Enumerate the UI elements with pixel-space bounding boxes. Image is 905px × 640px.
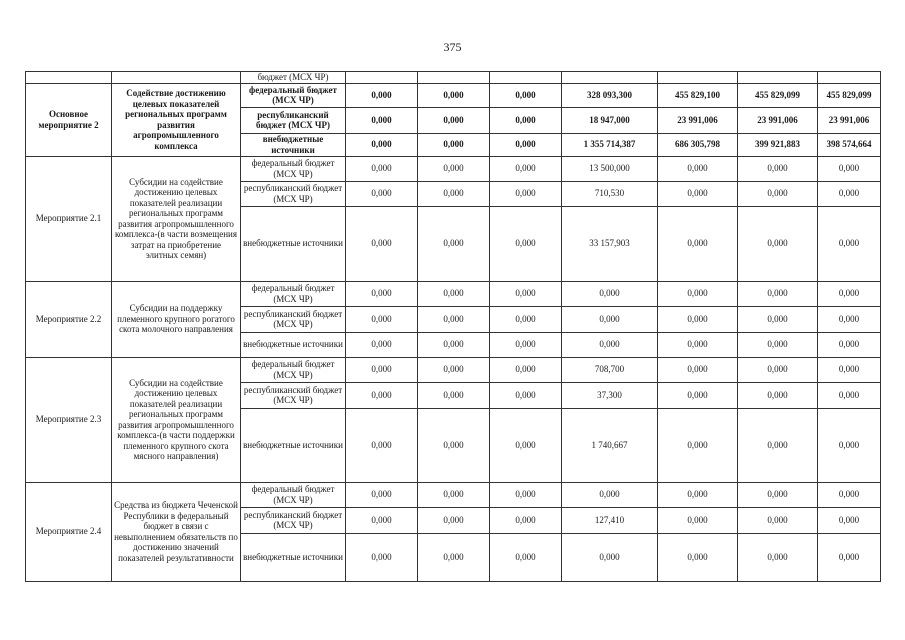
table-row (26, 281, 881, 306)
amount-cell: 0,000 (490, 482, 562, 507)
amount-cell: 0,000 (738, 382, 818, 408)
table-cell (490, 72, 562, 84)
amount-cell: 455 829,100 (658, 83, 738, 107)
amount-cell: 1 740,667 (562, 408, 658, 482)
amount-cell: 0,000 (818, 533, 881, 581)
amount-cell: 0,000 (562, 281, 658, 306)
funding-source-cell: федеральный бюджет (МСХ ЧР) (241, 357, 346, 382)
amount-cell: 0,000 (490, 357, 562, 382)
funding-source-cell: внебюджетные источники (241, 206, 346, 281)
funding-source-cell: внебюджетные источники (241, 533, 346, 581)
amount-cell: 0,000 (346, 332, 418, 357)
table-cell-source: бюджет (МСХ ЧР) (241, 72, 346, 84)
activity-name-cell: Мероприятие 2.1 (26, 156, 112, 281)
amount-cell: 0,000 (418, 107, 490, 133)
activity-name-cell: Мероприятие 2.4 (26, 482, 112, 581)
amount-cell: 13 500,000 (562, 156, 658, 181)
amount-cell: 0,000 (562, 482, 658, 507)
amount-cell: 0,000 (490, 107, 562, 133)
funding-source-cell: республиканский бюджет (МСХ ЧР) (241, 382, 346, 408)
amount-cell: 127,410 (562, 507, 658, 533)
amount-cell: 0,000 (346, 408, 418, 482)
amount-cell: 0,000 (418, 332, 490, 357)
amount-cell: 0,000 (738, 357, 818, 382)
amount-cell: 0,000 (346, 382, 418, 408)
amount-cell: 0,000 (658, 181, 738, 206)
amount-cell: 0,000 (658, 206, 738, 281)
amount-cell: 0,000 (418, 507, 490, 533)
amount-cell: 0,000 (738, 156, 818, 181)
amount-cell: 455 829,099 (738, 83, 818, 107)
amount-cell: 0,000 (346, 533, 418, 581)
amount-cell: 33 157,903 (562, 206, 658, 281)
amount-cell: 18 947,000 (562, 107, 658, 133)
amount-cell: 0,000 (418, 482, 490, 507)
amount-cell: 0,000 (738, 306, 818, 332)
amount-cell: 686 305,798 (658, 133, 738, 156)
amount-cell: 0,000 (658, 306, 738, 332)
amount-cell: 0,000 (346, 107, 418, 133)
amount-cell: 0,000 (490, 181, 562, 206)
amount-cell: 0,000 (418, 83, 490, 107)
amount-cell: 0,000 (658, 156, 738, 181)
amount-cell: 0,000 (418, 533, 490, 581)
amount-cell: 0,000 (346, 181, 418, 206)
amount-cell: 0,000 (490, 332, 562, 357)
amount-cell: 0,000 (490, 382, 562, 408)
amount-cell: 23 991,006 (658, 107, 738, 133)
funding-source-cell: федеральный бюджет (МСХ ЧР) (241, 281, 346, 306)
funding-source-cell: республиканский бюджет (МСХ ЧР) (241, 507, 346, 533)
amount-cell: 0,000 (490, 306, 562, 332)
activity-description-cell: Субсидии на содействие достижению целевых показателей реализации региональных программ развития агропромышленного комплекса-(в части поддержки племенного крупного скота мясного направления) (112, 357, 241, 482)
amount-cell: 37,300 (562, 382, 658, 408)
amount-cell: 0,000 (490, 156, 562, 181)
activity-name-cell: Мероприятие 2.3 (26, 357, 112, 482)
amount-cell: 0,000 (418, 408, 490, 482)
amount-cell: 0,000 (658, 332, 738, 357)
amount-cell: 399 921,883 (738, 133, 818, 156)
amount-cell: 0,000 (418, 281, 490, 306)
activity-name-cell: Основное мероприятие 2 (26, 83, 112, 156)
amount-cell: 0,000 (738, 281, 818, 306)
table-row (26, 357, 881, 382)
activity-description-cell: Средства из бюджета Чеченской Республики в федеральный бюджет в связи с невыполнением обязательств по достижению значений показателей результативности (112, 482, 241, 581)
amount-cell: 0,000 (418, 357, 490, 382)
amount-cell: 0,000 (738, 507, 818, 533)
amount-cell: 0,000 (418, 206, 490, 281)
amount-cell: 0,000 (658, 357, 738, 382)
amount-cell: 0,000 (490, 133, 562, 156)
amount-cell: 1 355 714,387 (562, 133, 658, 156)
funding-source-cell: республиканский бюджет (МСХ ЧР) (241, 181, 346, 206)
amount-cell: 0,000 (490, 281, 562, 306)
amount-cell: 0,000 (346, 306, 418, 332)
amount-cell: 0,000 (818, 357, 881, 382)
amount-cell: 455 829,099 (818, 83, 881, 107)
budget-table (25, 71, 881, 582)
table-row (26, 156, 881, 181)
amount-cell: 0,000 (818, 306, 881, 332)
table-cell (738, 72, 818, 84)
table-cell (346, 72, 418, 84)
table-cell (562, 72, 658, 84)
amount-cell: 0,000 (418, 181, 490, 206)
amount-cell: 0,000 (418, 306, 490, 332)
amount-cell: 0,000 (346, 156, 418, 181)
amount-cell: 0,000 (818, 382, 881, 408)
amount-cell: 398 574,664 (818, 133, 881, 156)
amount-cell: 0,000 (658, 382, 738, 408)
table-row-continuation (26, 72, 881, 84)
amount-cell: 710,530 (562, 181, 658, 206)
amount-cell: 0,000 (418, 156, 490, 181)
table-row (26, 482, 881, 507)
amount-cell: 0,000 (658, 507, 738, 533)
amount-cell: 0,000 (346, 83, 418, 107)
funding-source-cell: федеральный бюджет (МСХ ЧР) (241, 156, 346, 181)
amount-cell: 0,000 (346, 357, 418, 382)
amount-cell: 0,000 (818, 332, 881, 357)
amount-cell: 0,000 (738, 533, 818, 581)
funding-source-cell: федеральный бюджет (МСХ ЧР) (241, 83, 346, 107)
amount-cell: 0,000 (490, 83, 562, 107)
amount-cell: 0,000 (562, 306, 658, 332)
amount-cell: 0,000 (818, 206, 881, 281)
amount-cell: 0,000 (346, 482, 418, 507)
table-cell (418, 72, 490, 84)
amount-cell: 328 093,300 (562, 83, 658, 107)
amount-cell: 0,000 (818, 408, 881, 482)
amount-cell: 0,000 (490, 408, 562, 482)
amount-cell: 0,000 (562, 332, 658, 357)
amount-cell: 0,000 (818, 156, 881, 181)
amount-cell: 0,000 (738, 181, 818, 206)
amount-cell: 0,000 (418, 133, 490, 156)
table-cell (818, 72, 881, 84)
amount-cell: 0,000 (818, 482, 881, 507)
amount-cell: 23 991,006 (818, 107, 881, 133)
amount-cell: 0,000 (490, 533, 562, 581)
amount-cell: 0,000 (658, 281, 738, 306)
page-number: 375 (443, 40, 462, 54)
amount-cell: 0,000 (346, 507, 418, 533)
funding-source-cell: федеральный бюджет (МСХ ЧР) (241, 482, 346, 507)
amount-cell: 0,000 (490, 206, 562, 281)
funding-source-cell: внебюджетные источники (241, 133, 346, 156)
table-cell (658, 72, 738, 84)
amount-cell: 0,000 (346, 206, 418, 281)
activity-description-cell: Содействие достижению целевых показателей региональных программ развития агропромышленного комплекса (112, 83, 241, 156)
amount-cell: 0,000 (738, 332, 818, 357)
amount-cell: 0,000 (658, 482, 738, 507)
amount-cell: 0,000 (818, 281, 881, 306)
amount-cell: 0,000 (658, 408, 738, 482)
amount-cell: 708,700 (562, 357, 658, 382)
table-cell (26, 72, 112, 84)
amount-cell: 23 991,006 (738, 107, 818, 133)
funding-source-cell: республиканский бюджет (МСХ ЧР) (241, 306, 346, 332)
table-row (26, 83, 881, 107)
funding-source-cell: внебюджетные источники (241, 408, 346, 482)
amount-cell: 0,000 (738, 482, 818, 507)
funding-source-cell: внебюджетные источники (241, 332, 346, 357)
amount-cell: 0,000 (418, 382, 490, 408)
amount-cell: 0,000 (818, 507, 881, 533)
activity-description-cell: Субсидии на содействие достижению целевых показателей реализации региональных программ развития агропромышленного комплекса-(в части возмещения затрат на приобретение элитных семян) (112, 156, 241, 281)
amount-cell: 0,000 (818, 181, 881, 206)
amount-cell: 0,000 (738, 206, 818, 281)
amount-cell: 0,000 (346, 133, 418, 156)
table-cell (112, 72, 241, 84)
amount-cell: 0,000 (490, 507, 562, 533)
activity-description-cell: Субсидии на поддержку племенного крупного рогатого скота молочного направления (112, 281, 241, 357)
amount-cell: 0,000 (562, 533, 658, 581)
amount-cell: 0,000 (658, 533, 738, 581)
amount-cell: 0,000 (346, 281, 418, 306)
funding-source-cell: республиканский бюджет (МСХ ЧР) (241, 107, 346, 133)
amount-cell: 0,000 (738, 408, 818, 482)
activity-name-cell: Мероприятие 2.2 (26, 281, 112, 357)
